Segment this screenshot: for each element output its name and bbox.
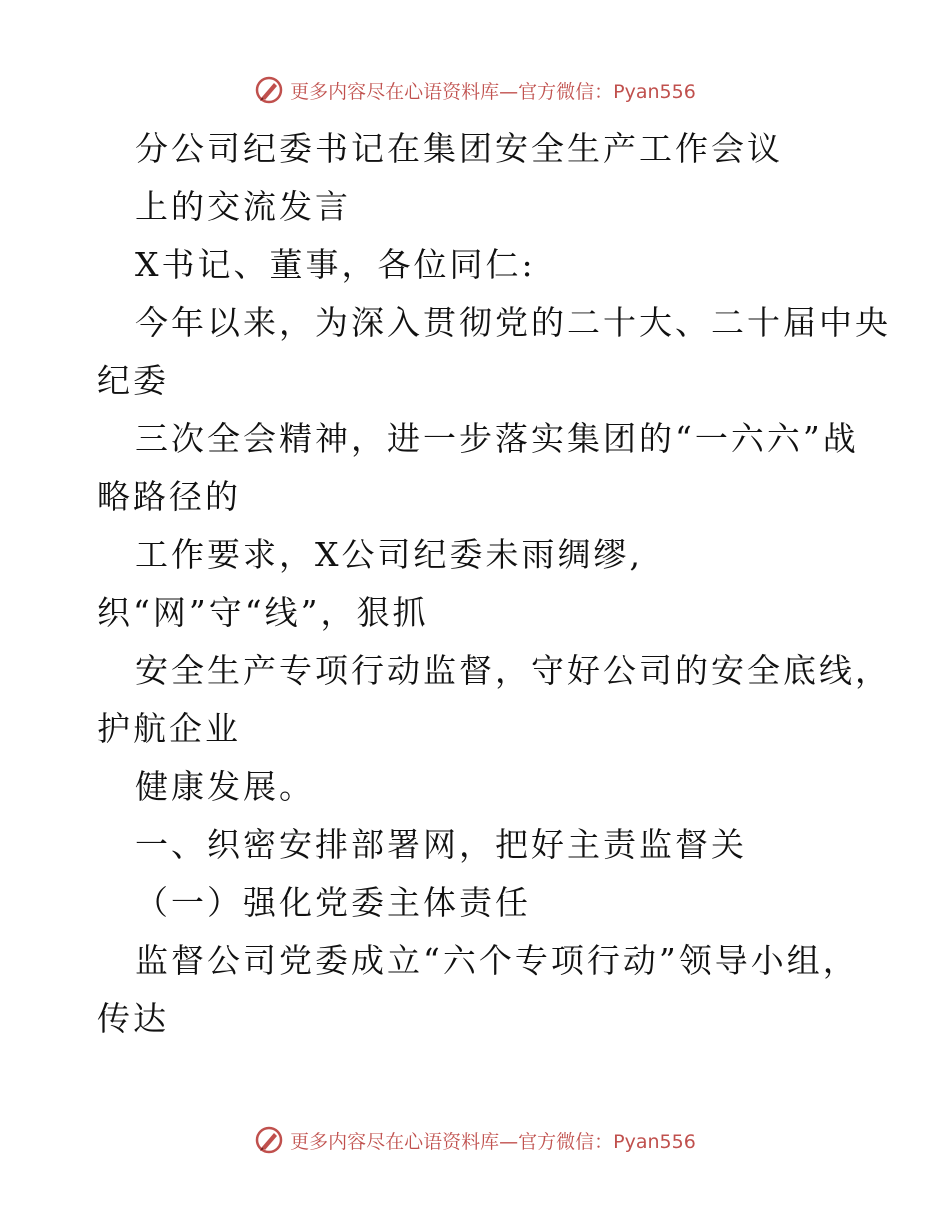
watermark-text: 更多内容尽在心语资料库—官方微信：Pyan556 — [290, 80, 696, 103]
paragraph-line: 安全生产专项行动监督，守好公司的安全底线， — [135, 651, 891, 690]
salutation: X书记、董事，各位同仁: — [135, 245, 536, 284]
paragraph-line: 三次全会精神，进一步落实集团的“一六六”战 — [135, 419, 859, 458]
paragraph-line: 纪委 — [97, 361, 169, 400]
paragraph-line: 监督公司党委成立“六个专项行动”领导小组， — [135, 941, 859, 980]
paragraph-line: 护航企业 — [97, 709, 241, 748]
section-heading: 一、织密安排部署网，把好主责监督关 — [135, 825, 747, 864]
paragraph-line: 略路径的 — [97, 477, 241, 516]
pen-logo-icon — [254, 1125, 284, 1155]
subsection-heading: （一）强化党委主体责任 — [135, 883, 531, 922]
paragraph-line: 健康发展。 — [135, 767, 315, 806]
document-title-line-1: 分公司纪委书记在集团安全生产工作会议 — [135, 129, 783, 168]
document-body — [97, 120, 891, 1048]
watermark-text: 更多内容尽在心语资料库—官方微信：Pyan556 — [290, 1130, 696, 1153]
paragraph-line: 今年以来，为深入贯彻党的二十大、二十届中央 — [135, 303, 891, 342]
paragraph-line: 织“网”守“线”，狠抓 — [97, 593, 429, 632]
pen-logo-icon — [254, 75, 284, 105]
header-watermark — [0, 70, 950, 110]
paragraph-line: 传达 — [97, 999, 169, 1038]
paragraph-line: 工作要求，X公司纪委未雨绸缪, — [135, 535, 643, 574]
document-title-line-2: 上的交流发言 — [135, 187, 351, 226]
footer-watermark — [0, 1120, 950, 1160]
